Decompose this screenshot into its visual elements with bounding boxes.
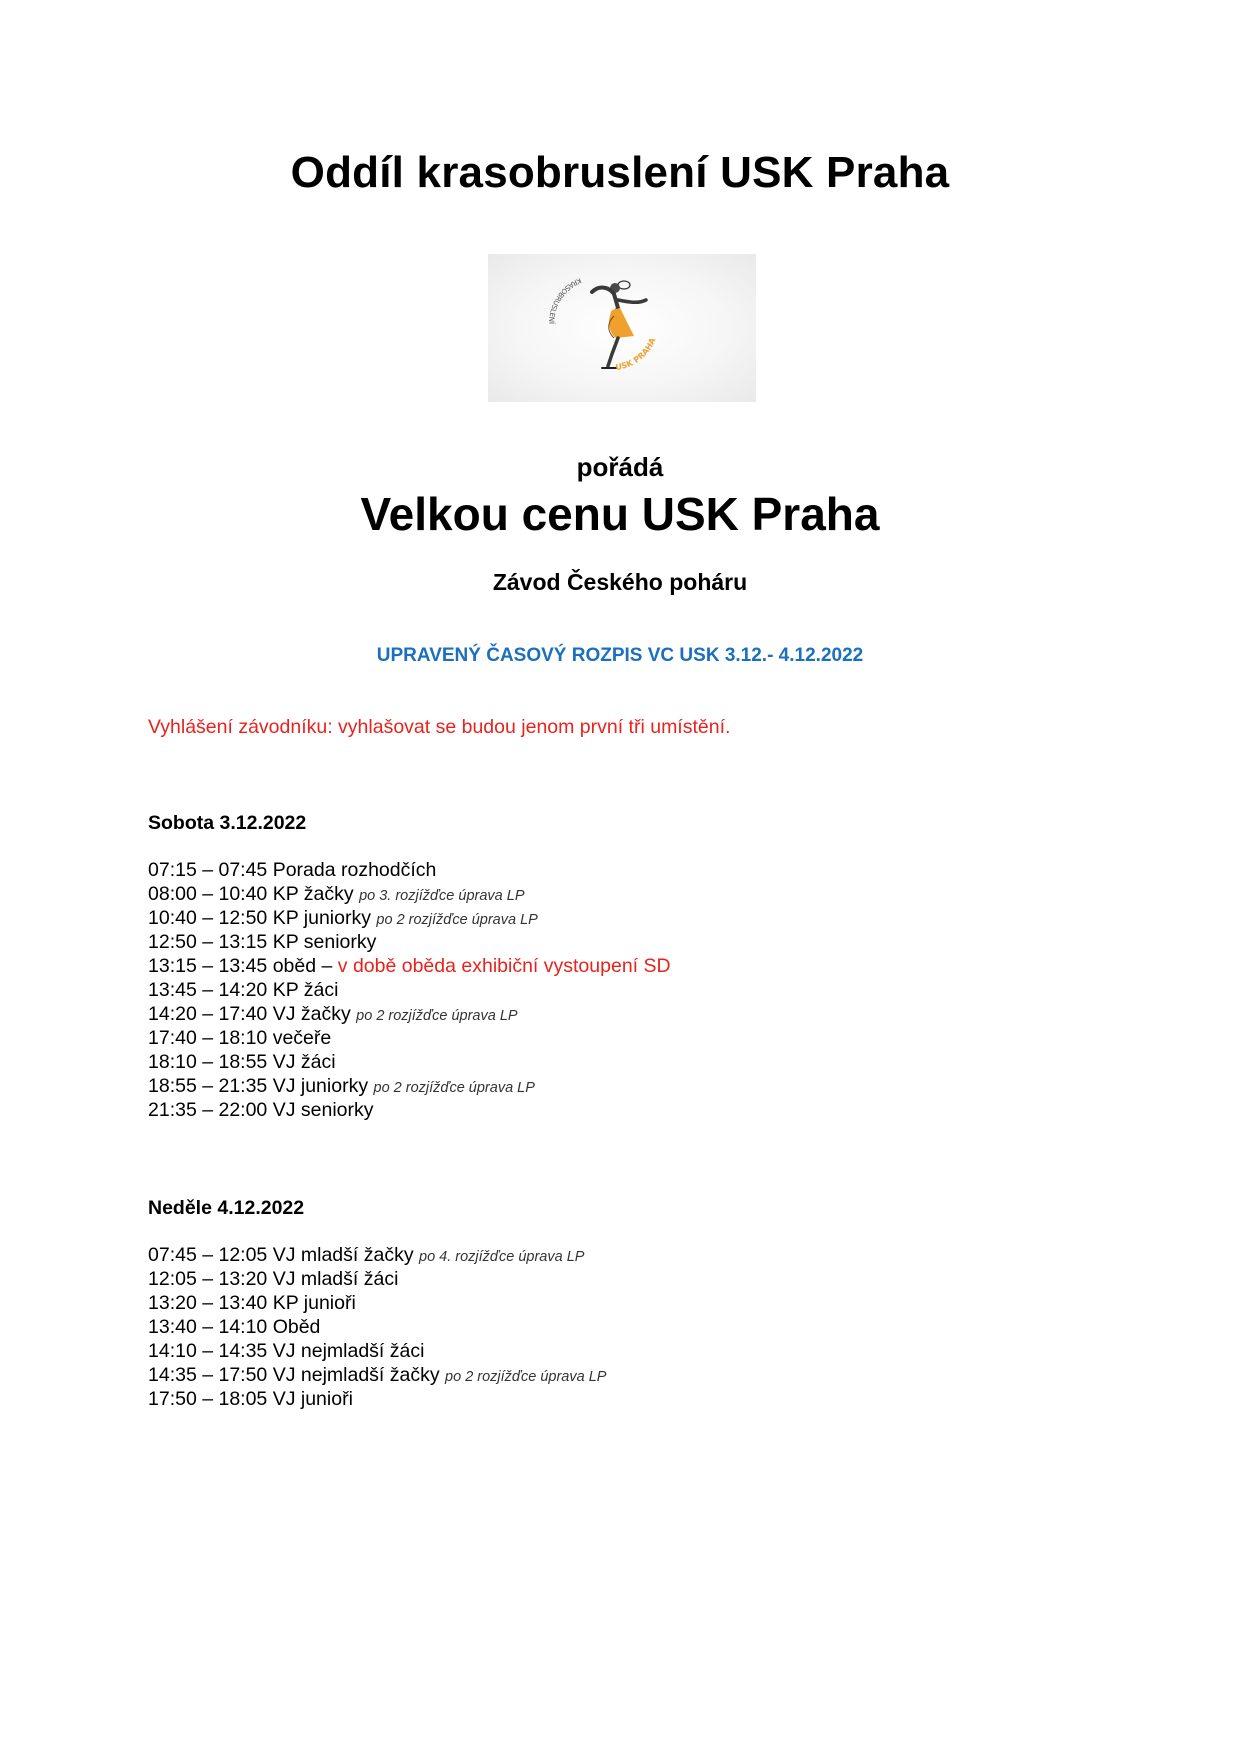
schedule-label: VJ junioři (272, 1388, 353, 1410)
schedule-label: VJ nejmladší žačky (272, 1364, 440, 1386)
schedule-time: 13:20 – 13:40 (148, 1292, 268, 1314)
schedule-label: VJ žačky (272, 1003, 351, 1025)
schedule-label: VJ mladší žačky (272, 1244, 414, 1266)
event-name: Velkou cenu USK Praha (360, 488, 880, 540)
schedule-label: VJ juniorky (272, 1075, 369, 1097)
awards-notice: Vyhlášení závodníku: vyhlašovat se budou jenom první tři umístění. (148, 716, 731, 738)
schedule-time: 12:50 – 13:15 (148, 931, 268, 953)
schedule-item (148, 978, 671, 1002)
schedule-label: VJ nejmladší žáci (272, 1340, 425, 1362)
schedule-saturday (148, 858, 671, 1122)
schedule-label: KP juniorky (272, 907, 371, 929)
schedule-item (148, 930, 671, 954)
schedule-note: po 2 rozjížďce úprava LP (373, 1080, 535, 1096)
schedule-time: 17:40 – 18:10 (148, 1027, 268, 1049)
club-logo (488, 254, 756, 402)
schedule-sunday (148, 1243, 606, 1411)
schedule-label: VJ mladší žáci (272, 1268, 399, 1290)
schedule-item (148, 1050, 671, 1074)
schedule-label: Oběd (272, 1316, 321, 1338)
logo-arc-text-right: USK PRAHA (614, 336, 658, 373)
schedule-item (148, 1363, 606, 1387)
schedule-item (148, 954, 671, 978)
day-heading-sunday: Neděle 4.12.2022 (148, 1197, 305, 1219)
schedule-label: večeře (272, 1027, 332, 1049)
schedule-label: oběd – (272, 955, 333, 977)
schedule-label: VJ seniorky (272, 1099, 374, 1121)
organizes-text: pořádá (576, 452, 664, 482)
schedule-item (148, 1002, 671, 1026)
schedule-item (148, 1098, 671, 1122)
day-heading-saturday: Sobota 3.12.2022 (148, 812, 307, 834)
schedule-item (148, 906, 671, 930)
schedule-time: 07:45 – 12:05 (148, 1244, 268, 1266)
schedule-time: 17:50 – 18:05 (148, 1388, 268, 1410)
schedule-time: 14:20 – 17:40 (148, 1003, 268, 1025)
schedule-time: 14:10 – 14:35 (148, 1340, 268, 1362)
schedule-label: Porada rozhodčích (272, 859, 437, 881)
schedule-time: 14:35 – 17:50 (148, 1364, 268, 1386)
schedule-time: 13:40 – 14:10 (148, 1316, 268, 1338)
schedule-note: po 2 rozjížďce úprava LP (445, 1369, 607, 1385)
schedule-time: 13:45 – 14:20 (148, 979, 268, 1001)
competition-name: Závod Českého poháru (492, 569, 748, 595)
schedule-label: KP seniorky (272, 931, 377, 953)
schedule-time: 18:55 – 21:35 (148, 1075, 268, 1097)
schedule-label: KP žačky (272, 883, 354, 905)
schedule-item (148, 1315, 606, 1339)
schedule-item (148, 858, 671, 882)
schedule-note: po 2 rozjížďce úprava LP (356, 1008, 518, 1024)
schedule-time: 12:05 – 13:20 (148, 1268, 268, 1290)
schedule-time: 21:35 – 22:00 (148, 1099, 268, 1121)
schedule-item (148, 1267, 606, 1291)
page-title: Oddíl krasobruslení USK Praha (290, 148, 950, 197)
schedule-item (148, 1243, 606, 1267)
schedule-time: 10:40 – 12:50 (148, 907, 268, 929)
schedule-note: po 2 rozjížďce úprava LP (376, 912, 538, 928)
schedule-time: 13:15 – 13:45 (148, 955, 268, 977)
schedule-note: po 4. rozjížďce úprava LP (419, 1249, 585, 1265)
schedule-item (148, 1291, 606, 1315)
logo-arc-text-left: KRASOBRUSLENÍ (547, 276, 583, 325)
schedule-item (148, 1026, 671, 1050)
schedule-note: po 3. rozjížďce úprava LP (359, 888, 525, 904)
schedule-highlight: v době oběda exhibiční vystoupení SD (337, 955, 671, 977)
schedule-label: KP žáci (272, 979, 339, 1001)
schedule-item (148, 1074, 671, 1098)
schedule-title: UPRAVENÝ ČASOVÝ ROZPIS VC USK 3.12.- 4.12.2022 (376, 645, 864, 666)
schedule-item (148, 1339, 606, 1363)
schedule-label: VJ žáci (272, 1051, 336, 1073)
schedule-label: KP junioři (272, 1292, 356, 1314)
schedule-item (148, 1387, 606, 1411)
schedule-time: 07:15 – 07:45 (148, 859, 268, 881)
schedule-item (148, 882, 671, 906)
figure-skater-logo-icon (488, 254, 756, 402)
schedule-time: 08:00 – 10:40 (148, 883, 268, 905)
schedule-time: 18:10 – 18:55 (148, 1051, 268, 1073)
